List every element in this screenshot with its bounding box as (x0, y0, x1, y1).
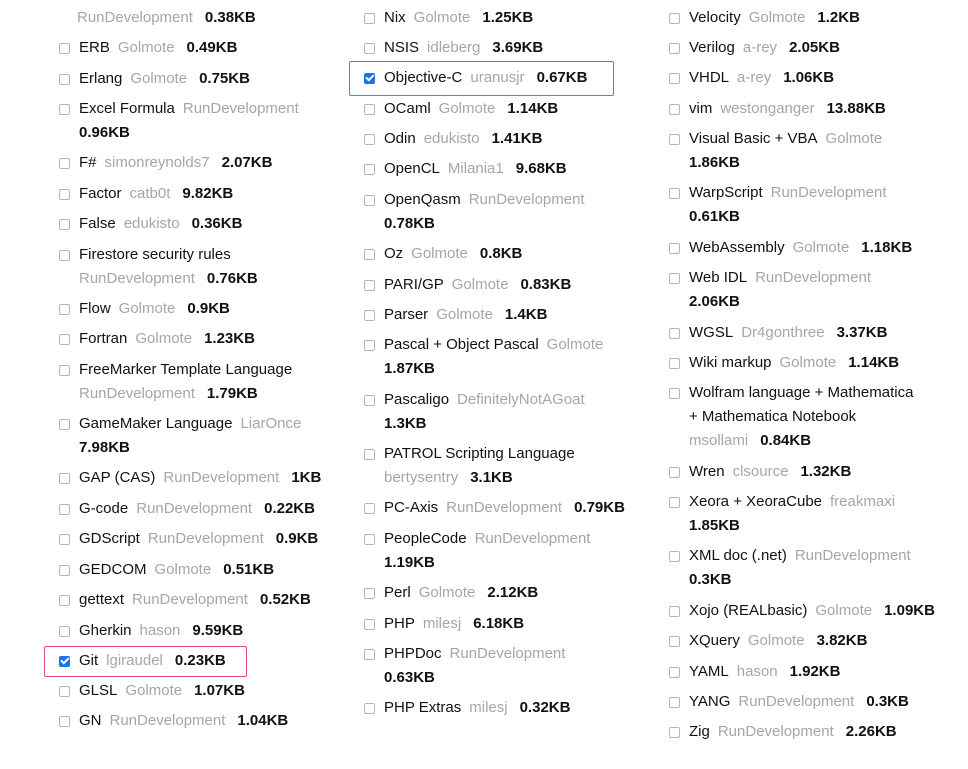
checkbox[interactable] (364, 449, 375, 460)
author-label[interactable]: Golmote (747, 632, 805, 649)
list-item[interactable] (364, 333, 615, 381)
checkbox[interactable] (669, 188, 680, 199)
author-label[interactable]: RunDevelopment (446, 499, 563, 516)
author-label[interactable]: a-rey (737, 69, 772, 86)
checkbox[interactable] (59, 104, 70, 115)
language-name: Objective-C (384, 69, 463, 86)
size-label: 9.59KB (192, 622, 244, 639)
author-label[interactable]: RunDevelopment (79, 270, 195, 287)
author-label[interactable]: Golmote (135, 330, 193, 347)
list-item[interactable] (59, 709, 288, 733)
checkbox[interactable] (59, 365, 70, 376)
author-label[interactable]: RunDevelopment (109, 712, 226, 729)
checkbox[interactable] (59, 74, 70, 85)
author-label[interactable]: clsource (732, 463, 789, 480)
list-item[interactable] (669, 66, 834, 90)
list-item[interactable] (669, 599, 935, 623)
list-item[interactable] (364, 442, 583, 490)
list-item[interactable] (364, 612, 524, 636)
language-name: gettext (79, 591, 125, 608)
checkbox[interactable] (364, 503, 375, 514)
list-item[interactable] (669, 660, 840, 684)
author-label[interactable]: Milania1 (447, 160, 504, 177)
size-label: 1.23KB (204, 330, 255, 347)
language-name: Pascal + Object Pascal (384, 336, 539, 353)
author-label[interactable]: a-rey (742, 39, 778, 56)
list-item[interactable] (59, 151, 272, 175)
language-name: Nix (384, 9, 406, 26)
author-label[interactable]: edukisto (423, 130, 480, 147)
checkbox[interactable] (59, 219, 70, 230)
size-label: 0.9KB (187, 300, 230, 317)
checkbox[interactable] (669, 358, 680, 369)
size-label: 0.36KB (191, 215, 243, 232)
author-label[interactable]: Golmote (411, 245, 468, 262)
list-item[interactable] (669, 490, 907, 538)
author-label[interactable]: lgiraudel (106, 652, 163, 669)
language-name: False (79, 215, 116, 232)
author-label[interactable]: Golmote (451, 276, 509, 293)
list-item[interactable] (364, 388, 597, 436)
checkbox[interactable] (59, 158, 70, 169)
language-name: PARI/GP (384, 276, 444, 293)
list-item[interactable] (59, 67, 250, 91)
checkbox[interactable] (669, 328, 680, 339)
language-name: vim (689, 100, 713, 117)
list-item[interactable] (59, 619, 243, 643)
checkbox[interactable] (364, 619, 375, 630)
author-label[interactable]: uranusjr (470, 69, 525, 86)
author-label[interactable]: milesj (422, 615, 462, 632)
author-label[interactable]: Golmote (413, 9, 471, 26)
list-item[interactable] (364, 242, 522, 266)
language-name: Firestore security rules (79, 246, 231, 263)
size-label: 0.8KB (479, 245, 523, 262)
list-item[interactable] (364, 273, 571, 297)
list-item[interactable] (59, 558, 274, 582)
list-item[interactable] (364, 642, 577, 690)
list-item[interactable] (59, 527, 318, 551)
size-label: 0.32KB (519, 699, 571, 716)
checkbox[interactable] (669, 667, 680, 678)
checkbox[interactable] (364, 310, 375, 321)
size-label: 2.07KB (221, 154, 273, 171)
list-item[interactable] (59, 36, 237, 60)
language-name: Oz (384, 245, 404, 262)
size-label: 0.23KB (174, 652, 226, 669)
language-name: NSIS (384, 39, 420, 56)
language-name-continued: + Mathematica Notebook (689, 408, 857, 425)
language-name: Zig (689, 723, 710, 740)
checkbox[interactable] (669, 243, 680, 254)
checkbox[interactable] (364, 13, 375, 24)
author-label[interactable]: hason (736, 663, 778, 680)
language-name: XML doc (.net) (689, 547, 787, 564)
language-name: Verilog (689, 39, 735, 56)
language-name: PATROL Scripting Language (384, 445, 575, 462)
size-label: 0.3KB (689, 571, 732, 588)
list-item[interactable] (669, 36, 840, 60)
size-label: 2.12KB (487, 584, 539, 601)
size-label: 9.82KB (182, 185, 234, 202)
size-label: 0.84KB (760, 432, 812, 449)
checkbox[interactable] (669, 697, 680, 708)
checkbox[interactable] (364, 249, 375, 260)
list-item[interactable] (364, 303, 547, 327)
size-label: 0.52KB (259, 591, 311, 608)
size-label: 2.06KB (689, 293, 740, 310)
language-name: GLSL (79, 682, 118, 699)
size-label: 3.82KB (816, 632, 868, 649)
size-label: 3.37KB (836, 324, 888, 341)
author-label[interactable]: RunDevelopment (474, 530, 591, 547)
checkbox[interactable] (669, 13, 680, 24)
author-label[interactable]: Golmote (436, 306, 493, 323)
language-name: Git (79, 652, 99, 669)
checkbox[interactable] (669, 104, 680, 115)
checkbox[interactable] (364, 134, 375, 145)
list-item[interactable] (669, 181, 899, 229)
checkbox[interactable] (59, 250, 70, 261)
author-label[interactable]: RunDevelopment (755, 269, 871, 286)
list-item[interactable] (59, 97, 311, 145)
checkbox[interactable] (59, 473, 70, 484)
author-label[interactable]: catb0t (129, 185, 171, 202)
language-name: OCaml (384, 100, 431, 117)
list-item[interactable] (669, 97, 886, 121)
list-item[interactable] (669, 127, 894, 175)
language-name: YAML (689, 663, 729, 680)
size-label: 7.98KB (79, 439, 130, 456)
list-item[interactable] (364, 581, 538, 605)
checkbox[interactable] (364, 588, 375, 599)
checkbox[interactable] (669, 606, 680, 617)
author-label[interactable]: Golmote (118, 300, 176, 317)
language-name: PHP (384, 615, 415, 632)
checkbox[interactable] (669, 134, 680, 145)
language-name: OpenCL (384, 160, 440, 177)
language-name: G-code (79, 500, 129, 517)
size-label: 3.69KB (492, 39, 544, 56)
language-name: WGSL (689, 324, 734, 341)
language-name: Fortran (79, 330, 128, 347)
list-item[interactable] (59, 679, 245, 703)
author-label[interactable]: Golmote (154, 561, 212, 578)
list-item[interactable] (59, 212, 242, 236)
language-name: Odin (384, 130, 416, 147)
language-name: Visual Basic + VBA (689, 130, 818, 147)
language-name: GEDCOM (79, 561, 147, 578)
size-label: 1.19KB (384, 554, 435, 571)
size-label: 0.3KB (866, 693, 909, 710)
size-label: 2.26KB (845, 723, 897, 740)
checkbox[interactable] (59, 304, 70, 315)
size-label: 1.32KB (800, 463, 852, 480)
author-label[interactable]: msollami (689, 432, 749, 449)
checkbox[interactable] (364, 104, 375, 115)
language-name: Web IDL (689, 269, 748, 286)
size-label: 1.87KB (384, 360, 435, 377)
author-label[interactable]: DefinitelyNotAGoat (457, 391, 585, 408)
checkbox[interactable] (669, 467, 680, 478)
checkbox[interactable] (364, 43, 375, 54)
author-label[interactable]: milesj (469, 699, 508, 716)
list-item[interactable] (669, 236, 912, 260)
size-label: 0.22KB (264, 500, 315, 517)
list-item[interactable] (669, 6, 860, 30)
author-label[interactable]: RunDevelopment (79, 385, 195, 402)
author-label[interactable]: LiarOnce (240, 415, 302, 432)
language-name: Wren (689, 463, 725, 480)
language-name: XQuery (689, 632, 740, 649)
size-label: 0.63KB (384, 669, 435, 686)
author-label[interactable]: Golmote (546, 336, 604, 353)
list-item[interactable] (669, 720, 897, 744)
size-label: 1.14KB (507, 100, 559, 117)
author-label[interactable]: idleberg (427, 39, 481, 56)
author-label[interactable]: RunDevelopment (163, 469, 280, 486)
list-item[interactable] (669, 321, 887, 345)
language-name: PeopleCode (384, 530, 467, 547)
language-name: PC-Axis (384, 499, 439, 516)
language-name: GameMaker Language (79, 415, 233, 432)
list-item[interactable] (59, 466, 321, 490)
checkbox[interactable] (669, 73, 680, 84)
size-label: 2.05KB (789, 39, 840, 56)
language-name: Xojo (REALbasic) (689, 602, 808, 619)
checkbox[interactable] (669, 727, 680, 738)
language-name: Erlang (79, 70, 123, 87)
checkbox[interactable] (669, 636, 680, 647)
list-item[interactable] (669, 629, 867, 653)
checkbox[interactable] (669, 273, 680, 284)
checkbox[interactable] (59, 189, 70, 200)
list-item[interactable] (59, 297, 230, 321)
size-label: 0.75KB (199, 70, 250, 87)
author-label[interactable]: Golmote (130, 70, 188, 87)
list-item[interactable] (669, 690, 909, 714)
checkbox[interactable] (59, 626, 70, 637)
list-item[interactable] (59, 6, 256, 30)
size-label: 0.49KB (186, 39, 238, 56)
language-name: Wiki markup (689, 354, 772, 371)
language-name: GDScript (79, 530, 140, 547)
language-name: Pascaligo (384, 391, 450, 408)
list-item[interactable] (364, 97, 558, 121)
checkbox[interactable] (59, 43, 70, 54)
size-label: 1.07KB (194, 682, 245, 699)
author-label[interactable]: RunDevelopment (136, 500, 253, 517)
list-item[interactable] (59, 412, 313, 460)
author-label[interactable]: RunDevelopment (77, 9, 193, 26)
author-label[interactable]: RunDevelopment (794, 547, 911, 564)
size-label: 1.86KB (689, 154, 740, 171)
language-name: FreeMarker Template Language (79, 361, 293, 378)
language-name: GAP (CAS) (79, 469, 156, 486)
language-name: OpenQasm (384, 191, 461, 208)
author-label[interactable]: Golmote (779, 354, 837, 371)
language-name: Velocity (689, 9, 741, 26)
author-label[interactable]: RunDevelopment (182, 100, 299, 117)
checkbox[interactable] (669, 551, 680, 562)
size-label: 0.79KB (574, 499, 625, 516)
checkbox[interactable] (59, 595, 70, 606)
author-label[interactable]: Golmote (815, 602, 873, 619)
author-label[interactable]: RunDevelopment (468, 191, 585, 208)
selected-highlight (349, 61, 614, 96)
size-label: 1.04KB (237, 712, 289, 729)
checkbox[interactable] (364, 195, 375, 206)
language-name: WebAssembly (689, 239, 785, 256)
size-label: 1.18KB (861, 239, 913, 256)
size-label: 1.85KB (689, 517, 740, 534)
language-name: ERB (79, 39, 110, 56)
size-label: 1.92KB (789, 663, 841, 680)
checkbox[interactable] (59, 686, 70, 697)
checkbox[interactable] (59, 504, 70, 515)
author-label[interactable]: freakmaxi (830, 493, 896, 510)
list-item[interactable] (669, 266, 883, 314)
author-label[interactable]: RunDevelopment (449, 645, 566, 662)
list-item[interactable] (364, 696, 570, 720)
size-label: 0.51KB (223, 561, 275, 578)
checkbox[interactable] (364, 649, 375, 660)
list-item[interactable] (669, 460, 851, 484)
size-label: 1KB (291, 469, 322, 486)
size-label: 1.09KB (884, 602, 935, 619)
checkbox[interactable] (59, 534, 70, 545)
author-label[interactable]: Golmote (125, 682, 183, 699)
list-item[interactable] (364, 157, 567, 181)
size-label: 1.79KB (206, 385, 258, 402)
list-item[interactable] (59, 588, 311, 612)
list-item[interactable] (59, 327, 255, 351)
language-name: Flow (79, 300, 111, 317)
author-label[interactable]: RunDevelopment (717, 723, 834, 740)
list-item[interactable] (59, 358, 300, 406)
size-label: 1.4KB (504, 306, 548, 323)
list-item[interactable] (669, 351, 899, 375)
language-name: Gherkin (79, 622, 132, 639)
checkbox[interactable] (364, 280, 375, 291)
author-label[interactable]: westonganger (720, 100, 815, 117)
author-label[interactable]: bertysentry (384, 469, 459, 486)
selected-highlight (44, 646, 247, 677)
list-item[interactable] (364, 127, 542, 151)
list-item[interactable] (364, 6, 533, 30)
size-label: 0.76KB (206, 270, 258, 287)
language-name: GN (79, 712, 102, 729)
language-name: Wolfram language + Mathematica (689, 384, 914, 401)
author-label[interactable]: edukisto (123, 215, 180, 232)
list-item[interactable] (364, 527, 602, 575)
checkbox[interactable] (364, 395, 375, 406)
size-label: 3.1KB (470, 469, 513, 486)
size-label: 6.18KB (473, 615, 525, 632)
list-item[interactable] (59, 243, 258, 291)
language-name: VHDL (689, 69, 730, 86)
language-name: WarpScript (689, 184, 763, 201)
author-label[interactable]: simonreynolds7 (104, 154, 210, 171)
size-label: 1.25KB (482, 9, 534, 26)
checkbox[interactable] (59, 716, 70, 727)
language-name: Factor (79, 185, 122, 202)
language-name: YANG (689, 693, 731, 710)
author-label[interactable]: Dr4gonthree (741, 324, 825, 341)
size-label: 0.61KB (689, 208, 740, 225)
checkbox[interactable] (669, 497, 680, 508)
language-name: PHPDoc (384, 645, 442, 662)
checkbox[interactable] (364, 340, 375, 351)
author-label[interactable]: Golmote (418, 584, 476, 601)
author-label[interactable]: Golmote (117, 39, 175, 56)
list-item[interactable] (364, 496, 625, 520)
list-item[interactable] (669, 381, 921, 453)
size-label: 1.2KB (817, 9, 860, 26)
size-label: 1.41KB (491, 130, 543, 147)
author-label[interactable]: RunDevelopment (738, 693, 855, 710)
size-label: 0.83KB (520, 276, 572, 293)
size-label: 9.68KB (515, 160, 567, 177)
author-label[interactable]: RunDevelopment (132, 591, 248, 608)
list-item[interactable] (59, 497, 315, 521)
language-name: F# (79, 154, 97, 171)
checkbox[interactable] (59, 334, 70, 345)
language-name: PHP Extras (384, 699, 462, 716)
checkbox[interactable] (364, 534, 375, 545)
size-label: 1.06KB (783, 69, 835, 86)
language-name: Excel Formula (79, 100, 175, 117)
author-label[interactable]: Golmote (792, 239, 850, 256)
list-item[interactable] (59, 182, 233, 206)
size-label: 0.67KB (536, 69, 588, 86)
list-item[interactable] (364, 36, 543, 60)
checkbox[interactable] (59, 419, 70, 430)
author-label[interactable]: Golmote (748, 9, 806, 26)
size-label: 0.96KB (79, 124, 130, 141)
author-label[interactable]: RunDevelopment (770, 184, 887, 201)
checkbox[interactable] (669, 388, 680, 399)
checkbox[interactable] (669, 43, 680, 54)
author-label[interactable]: RunDevelopment (147, 530, 264, 547)
author-label[interactable]: hason (139, 622, 181, 639)
size-label: 0.78KB (384, 215, 435, 232)
language-name: Perl (384, 584, 411, 601)
author-label[interactable]: Golmote (438, 100, 496, 117)
checkbox[interactable] (364, 164, 375, 175)
checkbox[interactable] (364, 703, 375, 714)
author-label[interactable]: Golmote (825, 130, 883, 147)
list-item[interactable] (364, 188, 597, 236)
checkbox[interactable] (59, 565, 70, 576)
size-label: 0.9KB (275, 530, 319, 547)
language-name: Xeora + XeoraCube (689, 493, 823, 510)
size-label: 1.3KB (384, 415, 427, 432)
size-label: 13.88KB (826, 100, 886, 117)
list-item[interactable] (669, 544, 923, 592)
size-label: 0.38KB (204, 9, 256, 26)
size-label: 1.14KB (848, 354, 900, 371)
language-name: Parser (384, 306, 429, 323)
